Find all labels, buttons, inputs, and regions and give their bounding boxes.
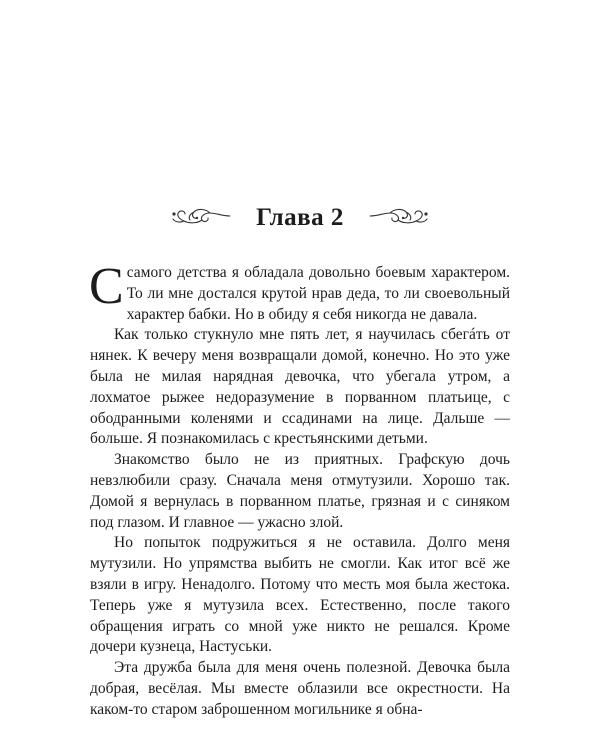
paragraph-1	[89, 258, 510, 325]
chapter-title: Глава 2	[256, 203, 344, 231]
paragraph-5: Эта дружба была для меня очень полезной. Девочка была добрая, весёлая. Мы вместе облазили все окрестности. На каком-то старом заброшенном могильнике я обна-	[90, 659, 510, 718]
paragraph-3: Знакомство было не из приятных. Графскую дочь невзлюбили сразу. Сначала меня отмутузили. Хорошо так. Домой я вернулась в порванном платье, грязная и с синяком под глазом. И главное — ужасно злой.	[90, 451, 510, 531]
left-flourish-ornament-icon	[170, 205, 232, 227]
paragraph-4: Но попыток подружиться я не оставила. Долго меня мутузили. Но упрямства выбить не смогли. Как итог всё же взяли в игру. Ненадолго. Потому что месть моя была жестока. Теперь уже я мутузила всех. Естественно, после такого обращения играть со мной уже никто не решался. Кроме дочери кузнеца, Настуськи.	[90, 534, 510, 656]
chapter-heading	[0, 196, 600, 236]
paragraph-2: Как только стукнуло мне пять лет, я научилась сбегáть от нянек. К вечеру меня возвращали домой, конечно. Но это уже была не милая нарядная девочка, что убегала утром, а лохматое рыжее недоразумение в порванном платьице, с ободранными коленями и ссадинами на лице. Дальше — больше. Я познакомилась с крестьянскими детьми.	[90, 326, 510, 448]
drop-cap: С	[89, 258, 124, 315]
right-flourish-ornament-icon	[368, 205, 430, 227]
chapter-body	[89, 258, 510, 721]
paragraph-1-text: самого детства я обладала довольно боевым характером. То ли мне достался крутой нрав деда, то ли своевольный характер бабки. Но в обиду я себя никогда не давала.	[126, 264, 510, 323]
